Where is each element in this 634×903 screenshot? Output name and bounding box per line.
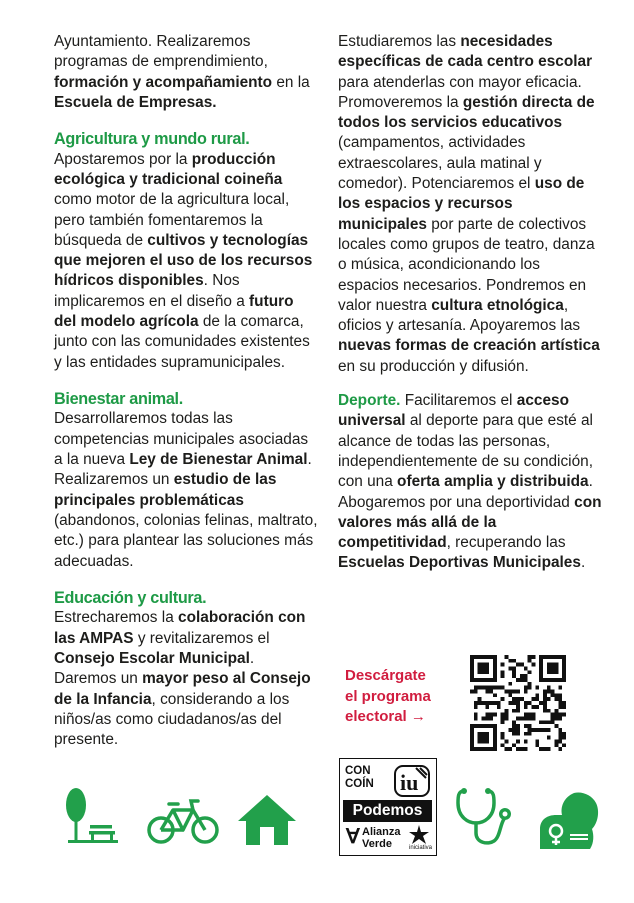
bold-text-run: nuevas formas de creación artística (338, 337, 600, 355)
coin-text: COÍN (345, 778, 374, 790)
download-line: Descárgate (345, 667, 426, 684)
bold-text-run: acceso universal (338, 392, 569, 430)
text-run: Ayuntamiento. Realizaremos programas de emprendimiento, (54, 33, 268, 71)
section-heading: Agricultura y mundo rural. (54, 130, 250, 149)
tree-bench-icon (60, 785, 122, 847)
iniciativa-star-icon (408, 824, 430, 846)
svg-text:iu: iu (400, 770, 419, 795)
bold-text-run: con valores más allá de la competitividad (338, 493, 602, 552)
text-run: de la comarca, junto con las comunidades existentes y las entidades supramunicipales. (54, 313, 310, 371)
right-column (338, 32, 604, 574)
bold-text-run: cultura etnológica (431, 296, 564, 314)
qr-code-icon[interactable] (470, 655, 566, 751)
section-agriculture (54, 129, 318, 373)
alianza-verde-label (362, 827, 401, 850)
text-run: en la (272, 73, 310, 91)
stethoscope-icon (454, 785, 516, 851)
text-run: . Realizaremos un (54, 451, 312, 489)
verde-text: Verde (362, 837, 392, 850)
bold-text-run: cultivos y tecnologías que mejoren el uso de los recursos hídricos disponibles (54, 231, 313, 290)
bold-text-run: Escuelas Deportivas Municipales (338, 554, 581, 572)
text-run: y revitalizaremos el (133, 629, 270, 647)
section-body-text (338, 392, 602, 571)
text-run: , oficios y artesanía. Apoyaremos las (338, 296, 581, 335)
section-sport (338, 391, 604, 574)
section-heading: Bienestar animal. (54, 389, 183, 408)
bold-text-run: uso de los espacios y recursos municipales (338, 175, 585, 233)
text-run: Facilitaremos el (400, 392, 517, 410)
text-run: Estrecharemos la (54, 609, 179, 627)
house-icon (236, 793, 298, 847)
text-run: , considerando a los niños/as como ciudadanos/as del presente. (54, 690, 290, 749)
text-run: Apostaremos por la (54, 150, 192, 168)
text-run: , recuperando las (446, 534, 566, 552)
bold-text-run: gestión directa de todos los servicios educativos (338, 93, 595, 132)
education-continued-paragraph (338, 32, 604, 377)
text-run: para atenderlas con mayor eficacia. Promoveremos la (338, 73, 582, 111)
section-heading: Educación y cultura. (54, 588, 207, 607)
text-run: . (580, 554, 586, 572)
text-run: (abandonos, colonias felinas, maltrato, etc.) para plantear las soluciones más adecuadas. (54, 511, 318, 570)
section-body (54, 608, 318, 750)
text-run: Estudiaremos las (338, 33, 461, 50)
text-run: . Daremos un (54, 649, 255, 688)
text-run: como motor de la agricultura local, pero también fomentaremos la búsqueda de (54, 191, 290, 249)
bold-text-run: producción ecológica y tradicional coineña (54, 150, 283, 188)
text-run: en su producción y difusión. (338, 357, 529, 375)
bold-text-run: mayor peso al Consejo de la Infancia (54, 670, 311, 708)
feminist-arm-icon (536, 789, 602, 851)
alianza-text: Alianza (362, 826, 401, 838)
bold-text-run: Escuela de Empresas. (54, 93, 217, 111)
left-column (54, 32, 318, 750)
iu-logo-icon (394, 764, 430, 798)
section-education-culture (54, 588, 318, 751)
podemos-label: Podemos (343, 800, 432, 822)
con-coin-label (345, 765, 374, 791)
con-text: CON (345, 765, 371, 777)
text-run: Desarrollaremos todas las competencias municipales asociadas a la nueva (54, 410, 309, 469)
bold-text-run: oferta amplia y distribuida (397, 473, 589, 491)
bold-text-run: futuro del modelo agrícola (54, 292, 294, 331)
download-program-link[interactable] (345, 666, 455, 728)
iniciativa-label: iniciativa (408, 845, 432, 851)
text-run: al deporte para que esté al alcance de todas las personas, independientemente de su condición, con una (338, 412, 593, 491)
section-body (338, 391, 604, 574)
text-run: . Nos implicaremos en el diseño a (54, 272, 250, 310)
section-body (54, 409, 318, 571)
alianza-verde-icon: ∀ (346, 826, 360, 848)
text-run: por parte de colectivos locales como grupos de teatro, danza o música, acondicionando los espacios necesarios. Pondremos en valor nuestra (338, 215, 595, 314)
bold-text-run: colaboración con las AMPAS (54, 609, 306, 647)
bold-text-run: formación y acompañamiento (54, 73, 273, 91)
bold-text-run: Consejo Escolar Municipal (54, 649, 250, 667)
download-line: electoral → (345, 708, 426, 725)
text-run: (campamentos, actividades extraescolares, aula matinal y comedor). Potenciaremos el (338, 134, 542, 193)
section-animal-welfare (54, 389, 318, 572)
download-line: el programa (345, 687, 431, 705)
section-body (54, 150, 318, 373)
text-run: . Abogaremos por una deportividad (338, 473, 593, 511)
intro-paragraph (54, 32, 318, 113)
bicycle-icon (147, 796, 219, 846)
bold-text-run: necesidades específicas de cada centro escolar (338, 33, 593, 71)
bold-text-run: estudio de las principales problemáticas (54, 471, 277, 509)
coalition-logo (339, 758, 437, 856)
bold-text-run: Ley de Bienestar Animal (129, 451, 308, 469)
section-heading: Deporte. (338, 392, 401, 410)
